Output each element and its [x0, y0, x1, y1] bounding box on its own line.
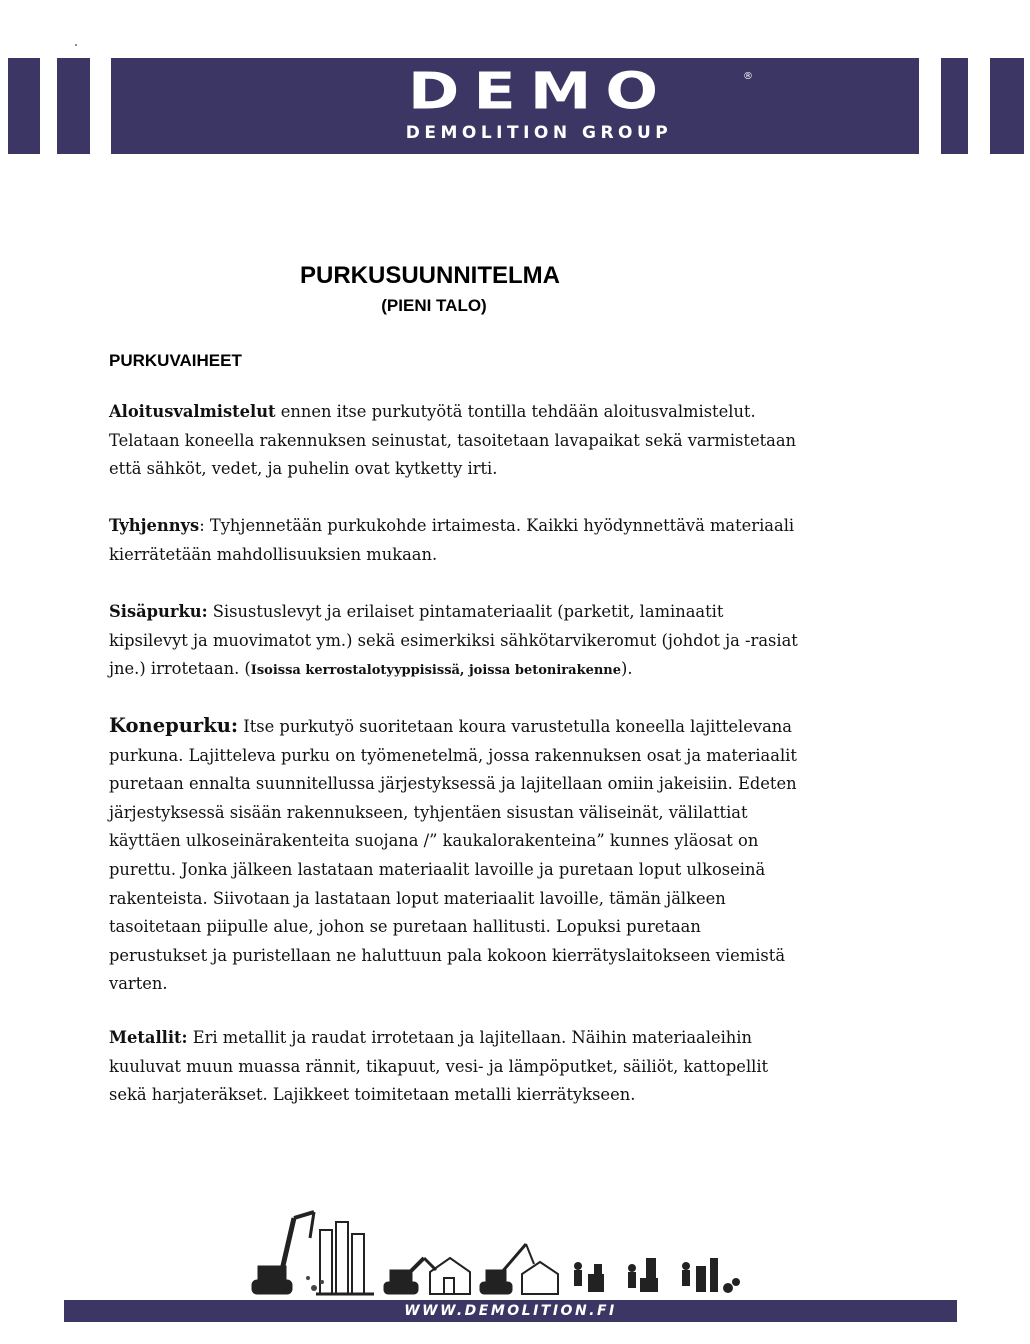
paragraph-sisapurku: [109, 598, 799, 686]
logo-subtitle: DEMOLITION GROUP: [405, 123, 673, 143]
header-band-stripe: [990, 58, 1024, 154]
paragraph-body: ennen itse purkutyötä tontilla tehdään aloitusvalmistelut. Telataan koneella rakennuksen seinustat, tasoitetaan lavapaikat sekä varmistetaan että sähköt, vedet, ja puhelin ovat kytketty irti.: [109, 402, 797, 479]
paragraph-lead: Tyhjennys: [109, 516, 200, 535]
header-band-stripe: [57, 58, 90, 154]
paragraph-tyhjennys: [109, 512, 799, 569]
paragraph-lead: Aloitusvalmistelut: [109, 402, 276, 421]
document-title: PURKUSUUNNITELMA: [300, 262, 560, 289]
footer-band: [64, 1300, 957, 1322]
paragraph-body: : Tyhjennetään purkukohde irtaimesta. Kaikki hyödynnettävä materiaali kierrätetään mahdollisuuksien mukaan.: [109, 516, 795, 564]
demo-logo: [335, 61, 755, 148]
header-band-stripe: [941, 58, 968, 154]
registered-mark: ®: [743, 71, 753, 82]
paragraph-lead: Konepurku:: [109, 714, 239, 737]
logo-wordmark: DEMO: [407, 61, 673, 121]
section-heading: PURKUVAIHEET: [109, 351, 242, 370]
header-band-stripe: [8, 58, 40, 154]
paragraph-konepurku: [109, 712, 799, 999]
paragraph-body: Itse purkutyö suoritetaan koura varustetulla koneella lajittelevana purkuna. Lajitteleva purku on työmenetelmä, jossa rakennuksen osat ja materiaalit puretaan ennalta suunnitellussa järjestyksessä ja lajitellaan omiin jakeisiin. Edeten järjestyksessä sisään rakennukseen, tyhjentäen sisustan väliseinät, välilattiat käyttäen ulkoseinärakenteita suojana /” kaukalorakenteina” kunnes yläosat on purettu. Jonka jälkeen lastataan materiaalit lavoille ja puretaan loput ulkoseinä rakenteista. Siivotaan ja lastataan loput materiaalit lavoille, tämän jälkeen tasoitetaan piipulle alue, johon se puretaan hallitusti. Lopuksi puretaan perustukset ja puristellaan ne haluttuun pala kokoon kierrätyslaitokseen viemistä varten.: [109, 717, 797, 994]
paragraph-note: Isoissa kerrostalotyyppisissä, joissa betonirakenne: [250, 663, 622, 679]
document-subtitle: (PIENI TALO): [381, 296, 487, 315]
paragraph-body: Sisustuslevyt ja erilaiset pintamateriaalit (parketit, laminaatit kipsilevyt ja muovimatot ym.) sekä esimerkiksi sähkötarvikeromut (johdot ja -rasiat jne.) irrotetaan. (: [109, 602, 798, 679]
paragraph-body: Eri metallit ja raudat irrotetaan ja lajitellaan. Näihin materiaaleihin kuuluvat muun muassa rännit, tikapuut, vesi- ja lämpöputket, säiliöt, kattopellit sekä harjateräkset. Lajikkeet toimitetaan metalli kierrätykseen.: [109, 1028, 769, 1105]
paragraph-lead: Metallit:: [109, 1028, 188, 1047]
demolition-machinery-icon: [244, 1208, 744, 1308]
paragraph-tail: ).: [621, 659, 633, 679]
paragraph-lead: Sisäpurku:: [109, 602, 208, 621]
website-url[interactable]: WWW.DEMOLITION.FI: [404, 1303, 617, 1319]
paragraph-aloitusvalmistelut: [109, 398, 799, 484]
paragraph-metallit: [109, 1024, 799, 1110]
speck: [75, 44, 77, 46]
